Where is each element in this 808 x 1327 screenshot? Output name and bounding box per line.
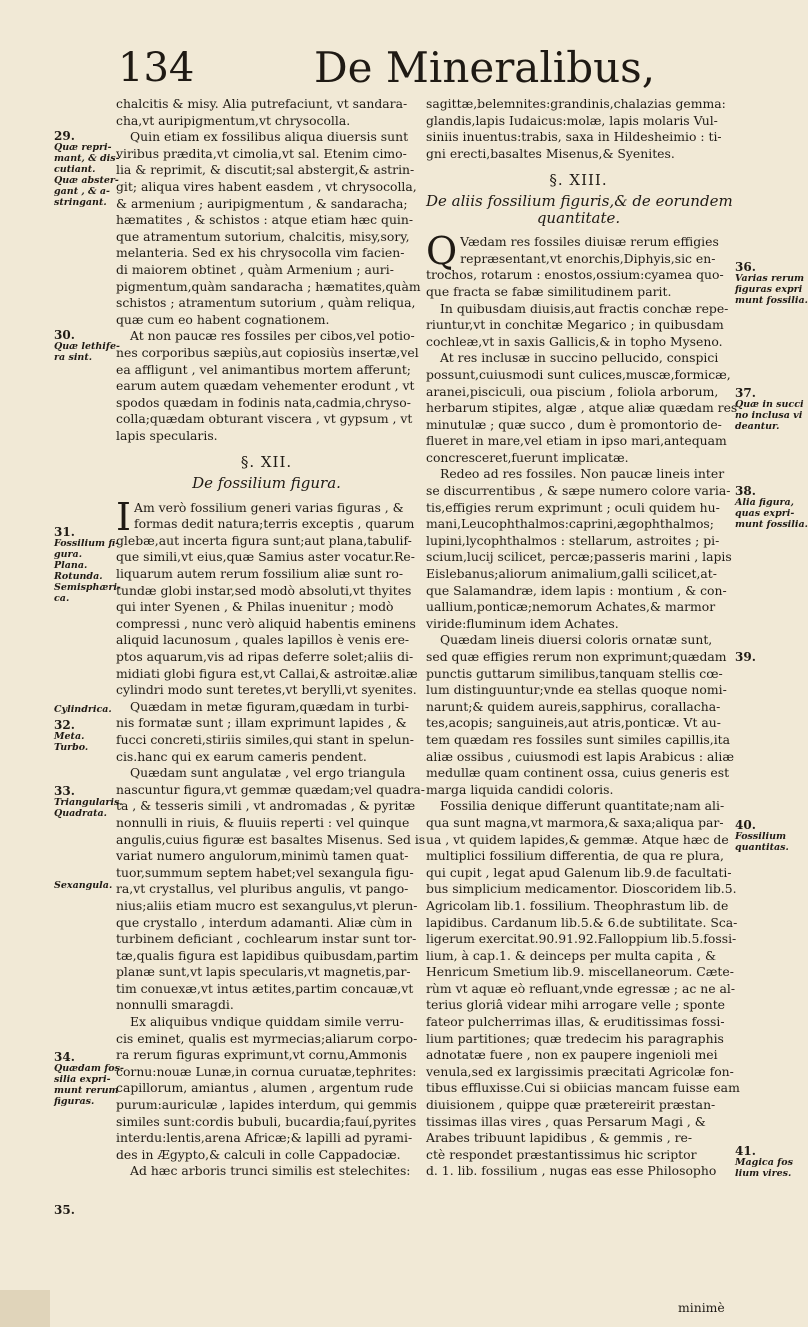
note-line: figuras expri [735, 284, 803, 295]
text-line: Am verò fossilium generi varias figuras , & [134, 499, 404, 515]
text-line: lum distinguuntur;vnde ea stellas quoque nomi- [426, 682, 727, 698]
paragraph [426, 301, 731, 351]
text-line: Quædam sunt angulatæ , vel ergo triangula [130, 765, 406, 781]
margin-note [735, 386, 804, 432]
note-line: Rotunda. [54, 571, 103, 582]
margin-note [735, 260, 808, 306]
note-line: quantitas. [735, 842, 789, 853]
note-line: Varias rerum [735, 273, 805, 284]
text-line: nascuntur figura,vt gemmæ quædam;vel quadra- [116, 781, 425, 797]
note-line: gant , & a- [54, 186, 110, 197]
note-line: munt fossilia. [735, 519, 808, 530]
text-line: qui cupit , legat apud Galenum lib.9.de facultati- [426, 864, 732, 880]
paragraph [116, 494, 418, 699]
text-line: De aliis fossilium figuris,& de eorundem [426, 191, 733, 210]
page-header [0, 43, 800, 92]
text-line: melanteria. Sed ex his chrysocolla vim facien- [116, 245, 405, 261]
text-line: ea affligunt , vel animantibus mortem afferunt; [116, 361, 411, 377]
text-line: & armenium ; auripigmentum , & sandaracha; [116, 195, 408, 211]
text-line: que atramentum sutorium, chalcitis, misy,sory, [116, 228, 410, 244]
text-line: formas dedit natura;terris exceptis , quarum [134, 516, 415, 532]
text-line: fucci concreti,stiriis similes,qui stant in spelun- [116, 731, 414, 747]
text-line: colla;quædam obturant viscera , vt gypsum , vt [116, 411, 413, 427]
section-title [426, 193, 731, 226]
note-line: Cylindrica. [54, 704, 112, 715]
text-line: cis eminet, qualis est myrmecias;aliarum corpo- [116, 1030, 418, 1046]
text-line: earum autem quædam vehementer erodunt , vt [116, 378, 415, 394]
note-line: Semisphæri- [54, 582, 121, 593]
paragraph [116, 96, 417, 129]
text-line: que fracta se fabæ similitudinem parit. [426, 283, 672, 299]
text-line: At res inclusæ in succino pellucido, conspici [440, 350, 719, 366]
text-line: multiplici fossilium differentia, de qua re plura, [426, 848, 724, 864]
text-line: medullæ quam continent ossa, cuius generis est [426, 765, 730, 781]
text-line: concresceret,fuerunt implicatæ. [426, 449, 629, 465]
text-line: fateor pulcherrimas illas, & eruditissimas fossi- [426, 1014, 725, 1030]
text-line: ra rerum figuras exprimunt,vt cornu,Ammonis [116, 1047, 407, 1063]
text-line: minutulæ ; quæ succo , dum è promontorio de- [426, 416, 722, 432]
note-number: 30. [54, 328, 75, 342]
text-line: nes corporibus sæpiùs,aut copiosiùs insertæ,vel [116, 344, 419, 360]
margin-note [735, 484, 808, 530]
text-line: trochos, rotarum : enostos,ossium:cyamea quo- [426, 267, 724, 283]
text-line: uallium,ponticæ;nemorum Achates,& marmor [426, 599, 716, 615]
text-line: Quædam in metæ figuram,quædam in turbi- [130, 698, 409, 714]
margin-note [735, 820, 799, 853]
note-number: 33. [54, 784, 75, 798]
text-line: ligerum exercitat.90.91.92.Falloppium lib.5.fossi- [426, 931, 737, 947]
note-number: 29. [54, 129, 75, 143]
catchword: minimè [678, 1300, 725, 1315]
text-line: cochleæ,vt in saxis Gallicis,& in topho Myseno. [426, 333, 723, 349]
note-line: gura. [54, 549, 83, 560]
text-line: aliquid lacunosum , quales lapillos è venis ere- [116, 632, 410, 648]
text-line: di maiorem obtinet , quàm Armenium ; auri- [116, 261, 394, 277]
section-heading: §. XII. [240, 453, 293, 472]
note-line: munt fossilia. [735, 295, 808, 306]
note-number: 41. [735, 1144, 756, 1158]
margin-note [54, 131, 122, 208]
note-number: 34. [54, 1050, 75, 1064]
text-line: glandis,lapis Iudaicus:molæ, lapis molaris Vul- [426, 112, 718, 128]
text-line: cis.hanc qui ex earum cameris pendent. [116, 748, 367, 764]
text-line: que simili,vt eius,quæ Samius aster vocatur.Re- [116, 549, 415, 565]
note-number: 31. [54, 525, 75, 539]
note-line: Quæ lethife- [54, 341, 120, 352]
text-line: nis formatæ sunt ; illam exprimunt lapides , & [116, 715, 407, 731]
note-line: Quadrata. [54, 808, 107, 819]
text-line: capillorum, amiantus , alumen , argentum rude [116, 1080, 414, 1096]
text-line: sagittæ,belemnites:grandinis,chalazias gemma: [426, 96, 726, 111]
margin-note [54, 880, 122, 891]
paragraph [426, 96, 731, 162]
text-line: ctè respondet præstantissimus hic scriptor [426, 1146, 697, 1162]
text-line: tuor,summum septem habet;vel sexangula figu- [116, 864, 414, 880]
paragraph [426, 466, 731, 632]
margin-note [54, 786, 122, 819]
text-line: turbinem deficiant , cochlearum instar sunt tor- [116, 931, 417, 947]
paragraph [116, 1163, 417, 1180]
margin-note [54, 720, 122, 753]
text-line: Redeo ad res fossiles. Non paucæ lineis inter [440, 466, 725, 482]
text-line: Eislebanus;aliorum animalium,galli scilicet,at- [426, 566, 717, 582]
text-line: hæmatites , & schistos : atque etiam hæc quin- [116, 212, 414, 228]
text-line: sed quæ effigies rerum non exprimunt;quædam [426, 649, 727, 664]
section-heading: §. XIII. [549, 171, 608, 190]
text-line: compressi , nunc verò aliquid habentis eminens [116, 615, 416, 631]
text-line: aliæ ossibus , cuiusmodi est lapis Arabicus : aliæ [426, 748, 734, 764]
text-line: pigmentum,quàm sandaracha ; hæmatites,quàm [116, 278, 421, 294]
margin-note [54, 330, 122, 363]
text-line: interdu:lentis,arena Africæ;& lapilli ad pyrami- [116, 1130, 413, 1146]
drop-cap: Q [426, 229, 458, 274]
margin-note [735, 652, 799, 663]
note-line: mant, & dis- [54, 153, 120, 164]
text-line: marga liquida candidi coloris. [426, 781, 614, 797]
note-line: Quæ abster- [54, 175, 119, 186]
text-line: glebæ,aut incerta figura sunt;aut plana,tabulif- [116, 532, 412, 548]
margin-note [735, 1146, 799, 1179]
text-line: cornu:nouæ Lunæ,in cornua curuatæ,tephrites: [116, 1063, 417, 1079]
text-line: lapidibus. Cardanum lib.5.& 6.de subtilitate. Sca- [426, 914, 738, 930]
text-line: que Salamandræ, idem lapis : montium , & con- [426, 582, 727, 598]
note-line: Fossilium [735, 831, 787, 842]
text-line: lium, à cap.1. & deinceps per multa capita , & [426, 947, 717, 963]
text-line: purum:auriculæ , lapides interdum, qui gemmis [116, 1097, 417, 1113]
page-number: 134 [118, 45, 195, 91]
note-line: stringant. [54, 197, 107, 208]
text-line: diuisionem , quippe quæ prætereirit præstan- [426, 1097, 716, 1113]
text-line: riuntur,vt in conchitæ Megarico ; in quibusdam [426, 317, 724, 333]
text-line: d. 1. lib. fossilium , nugas eas esse Philosopho [426, 1163, 717, 1179]
note-line: no inclusa vi [735, 410, 803, 421]
text-line: git; aliqua vires habent easdem , vt chrysocolla, [116, 178, 417, 194]
text-line: viride:fluminum idem Achates. [426, 615, 619, 631]
note-line: ra sint. [54, 352, 93, 363]
note-line: Plana. [54, 560, 88, 571]
note-line: Sexangula. [54, 880, 113, 891]
text-line: Ex aliquibus vndique quiddam simile verru- [130, 1014, 404, 1030]
note-line: cutiant. [54, 164, 96, 175]
text-line: Agricolam lib.1. fossilium. Theophrastum lib. de [426, 897, 729, 913]
text-line: Quin etiam ex fossilibus aliqua diuersis sunt [130, 129, 409, 145]
text-line: Quædam lineis diuersi coloris ornatæ sunt, [440, 632, 713, 648]
text-line: Arabes tribuunt lapidibus , & gemmis , re- [426, 1130, 693, 1146]
text-line: scium,lucij scilicet, percæ;passeris marini , lapis [426, 549, 732, 565]
text-line: aranei,pisciculi, oua piscium , foliola arborum, [426, 383, 719, 399]
page-corner-stain [0, 1290, 50, 1327]
text-line: siniis inuentus:trabis, saxa in Hildesheimio : ti- [426, 129, 722, 145]
note-number: 36. [735, 260, 756, 274]
note-line: quas expri- [735, 508, 795, 519]
note-line: Alia figura, [735, 497, 794, 508]
text-line: narunt;& quidem aureis,sapphirus, corallacha- [426, 698, 721, 714]
text-line: Fossilia denique differunt quantitate;nam ali- [440, 798, 725, 814]
paragraph [116, 1014, 417, 1163]
text-line: mani,Leucophthalmos:caprini,ægophthalmos; [426, 516, 714, 532]
note-number: 40. [735, 818, 756, 832]
text-line: repræsentant,vt enorchis,Diphyis,sic en- [460, 250, 716, 266]
text-line: tim conuexæ,vt intus ætites,partim concauæ,vt [116, 980, 414, 996]
text-line: gni erecti,basaltes Misenus,& Syenites. [426, 145, 675, 161]
text-line: similes sunt:cordis bubuli, bucardia;fauí,pyrites [116, 1113, 417, 1129]
margin-note [54, 704, 122, 715]
text-line: herbarum stipites, algæ , atque aliæ quædam res [426, 400, 738, 416]
paragraph [426, 229, 731, 300]
text-line: lium partitiones; quæ tredecim his paragraphis [426, 1030, 724, 1046]
paragraph [116, 699, 417, 765]
note-number: 37. [735, 386, 756, 400]
text-line: tæ,qualis figura est lapidibus quibusdam,partim [116, 947, 419, 963]
text-line: tundæ globi instar,sed modò absoluti,vt thyites [116, 582, 412, 598]
text-line: ptos aquarum,vis ad ripas deferre solet;aliis di- [116, 649, 414, 664]
text-line: quæ cum eo habent cognationem. [116, 311, 330, 327]
note-line: Fossilium fi- [54, 538, 120, 549]
text-line: liquarum autem rerum fossilium aliæ sunt ro- [116, 566, 404, 582]
section-title: De fossilium figura. [192, 474, 341, 493]
text-line: Henricum Smetium lib.9. miscellaneorum. Cæte- [426, 964, 734, 980]
margin-note [54, 1052, 122, 1107]
margin-note [54, 527, 122, 604]
text-line: In quibusdam diuisis,aut fractis conchæ repe- [440, 300, 729, 316]
text-line: tes,acopis; sanguineis,aut atris,ponticæ. Vt au- [426, 715, 721, 731]
drop-cap: I [116, 494, 132, 539]
text-line: nius;aliis etiam mucro est sexangulus,vt plerun- [116, 897, 418, 913]
text-line: flueret in mare,vel etiam in ipso mari,antequam [426, 433, 727, 449]
text-line: lapis specularis. [116, 427, 218, 443]
paragraph [116, 765, 426, 1014]
text-line: chalcitis & misy. Alia putrefaciunt, vt sandara- [116, 96, 408, 111]
text-line: des in Ægypto,& calculi in colle Cappadociæ. [116, 1146, 401, 1162]
text-line: spodos quædam in fodinis nata,cadmia,chryso- [116, 394, 411, 410]
note-line: munt rerum [54, 1085, 119, 1096]
margin-note [54, 1205, 122, 1216]
note-line: Quædam fos- [54, 1063, 124, 1074]
paragraph [426, 350, 738, 466]
text-line: punctis guttarum similibus,tanquam stellis cœ- [426, 665, 723, 681]
left-text-column [116, 96, 426, 1180]
text-line: qui inter Syenen , & Philas inuenitur ; modò [116, 599, 394, 615]
text-line: que crystallo , interdum adamanti. Aliæ cùm in [116, 914, 413, 930]
text-line: venula,sed ex largissimis præcitati Agricolæ fon- [426, 1063, 734, 1079]
note-number: 39. [735, 650, 756, 664]
text-line: nonnulli smaragdi. [116, 997, 234, 1013]
note-line: silia expri- [54, 1074, 111, 1085]
paragraph [426, 798, 740, 1180]
text-line: schistos ; atramentum sutorium , quàm reliqua, [116, 295, 416, 311]
text-line: cha,vt auripigmentum,vt chrysocolla. [116, 112, 351, 128]
text-line: midiati globi figura est,vt Callai,& astroitæ.aliæ [116, 665, 418, 681]
note-line: Meta. [54, 731, 85, 742]
text-line: lia & reprimit, & discutit;sal abstergit,& astrin- [116, 162, 415, 178]
right-text-column [426, 96, 740, 1180]
text-line: tem quædam res fossiles sunt similes capillis,ita [426, 731, 731, 747]
text-line: At non paucæ res fossiles per cibos,vel potio- [130, 328, 415, 344]
note-line: figuras. [54, 1096, 95, 1107]
note-line: Quæ repri- [54, 142, 112, 153]
text-line: tissimas illas vires , quas Persarum Magi , & [426, 1113, 706, 1129]
text-line: ua , vt quidem lapides,& gemmæ. Atque hæc de [426, 831, 729, 847]
text-line: lupini,lycophthalmos : stellarum, astroites ; pi- [426, 532, 720, 548]
text-line: tibus effluxisse.Cui si obiicias mancam fuisse eam [426, 1080, 740, 1096]
text-line: ra,vt crystallus, vel pluribus angulis, vt pango- [116, 881, 409, 897]
text-line: se discurrentibus , & sæpe numero colore varia- [426, 483, 731, 499]
note-line: ca. [54, 593, 70, 604]
paragraph [116, 328, 417, 444]
text-line: adnotatæ fuere , non ex paupere ingenioli mei [426, 1047, 718, 1063]
running-title: De Mineralibus, [314, 43, 656, 92]
text-line: nonnulli in riuis, & fluuiis reperti : vel quinque [116, 814, 410, 830]
text-line: tis,effigies rerum exprimunt ; oculi quidem hu- [426, 499, 720, 515]
note-number: 35. [54, 1203, 75, 1217]
text-line: rùm vt aquæ eò refluant,vnde egressæ ; ac ne al- [426, 980, 736, 996]
text-line: angulis,cuius figuræ est basaltes Misenus. Sed is [116, 831, 426, 847]
text-line: Ad hæc arboris trunci similis est stelechites: [130, 1163, 411, 1179]
text-line: possunt,cuiusmodi sunt culices,muscæ,formicæ, [426, 366, 731, 382]
note-line: lium vires. [735, 1168, 792, 1179]
note-line: Quæ in succi [735, 399, 804, 410]
paragraph [116, 129, 421, 328]
text-line: cylindri modo sunt teretes,vt berylli,vt syenites. [116, 682, 417, 698]
text-line: Vædam res fossiles diuisæ rerum effigies [460, 234, 719, 250]
note-line: deantur. [735, 421, 780, 432]
text-line: ta , & tesseris simili , vt andromadas , & pyritæ [116, 798, 416, 814]
note-number: 32. [54, 718, 75, 732]
text-line: quantitate. [536, 208, 621, 227]
text-line: qua sunt magna,vt marmora,& saxa;aliqua par- [426, 814, 724, 830]
text-line: terius gloriâ videar mihi arrogare velle ; sponte [426, 997, 726, 1013]
note-line: Turbo. [54, 742, 89, 753]
note-number: 38. [735, 484, 756, 498]
text-line: variat numero angulorum,minimù tamen quat- [116, 848, 409, 864]
note-line: Triangularis. [54, 797, 123, 808]
paragraph [426, 632, 734, 798]
text-line: viribus prædita,vt cimolia,vt sal. Etenim cimo- [116, 145, 407, 161]
note-line: Magica fos [735, 1157, 793, 1168]
text-line: bus simplicium medicamentor. Dioscoridem lib.5. [426, 881, 737, 897]
text-line: planæ sunt,vt lapis specularis,vt magnetis,par- [116, 964, 411, 980]
